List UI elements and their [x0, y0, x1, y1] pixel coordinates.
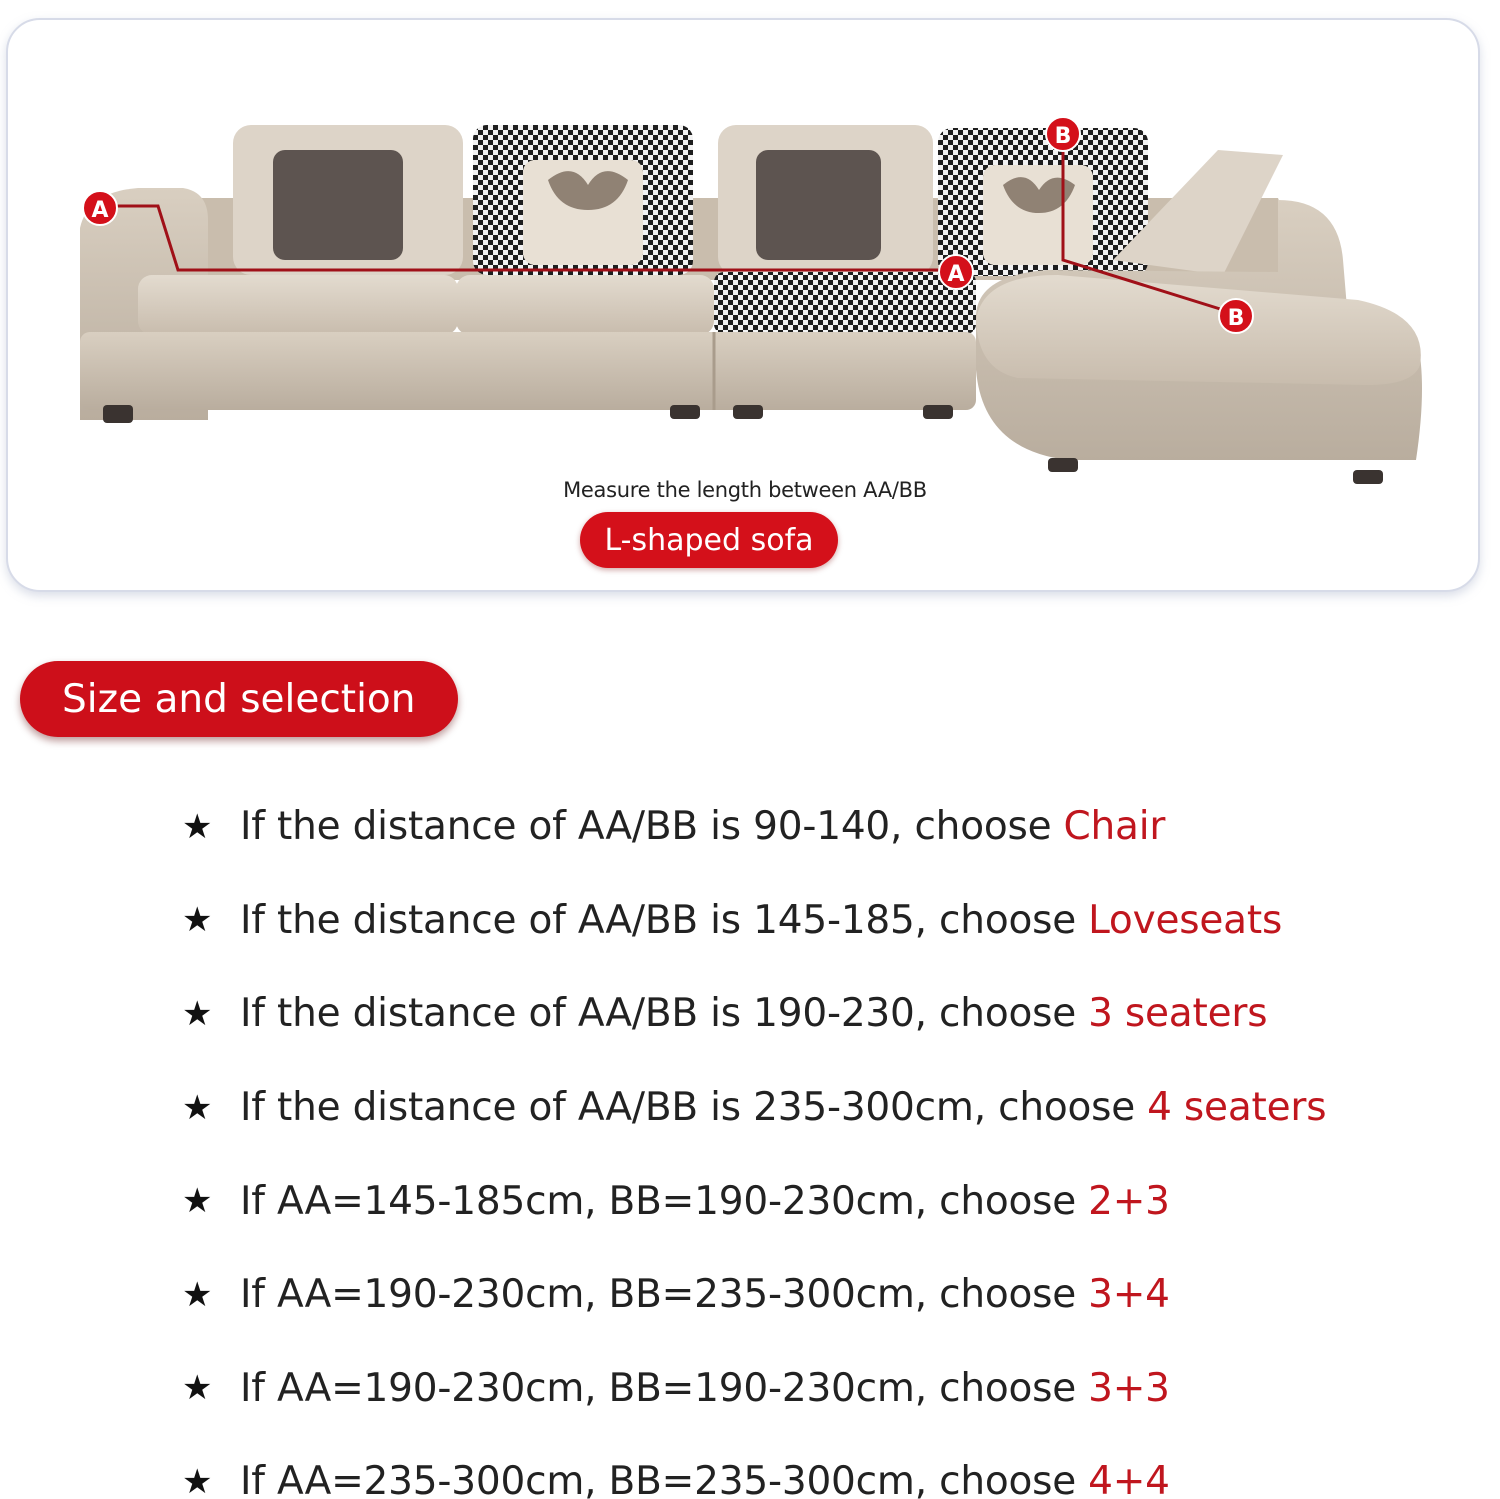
- marker-a-right: [939, 255, 973, 289]
- rule-text: If AA=235-300cm, BB=235-300cm, choose: [240, 1459, 1077, 1499]
- star-icon: ★: [182, 900, 213, 941]
- rule-choice: 2+3: [1088, 1178, 1170, 1224]
- star-icon: ★: [182, 1368, 213, 1409]
- rule-text: If the distance of AA/BB is 235-300cm, choose: [240, 1085, 1136, 1131]
- star-icon: ★: [182, 806, 213, 847]
- size-rule: [182, 1342, 1482, 1436]
- marker-a-left: [83, 191, 117, 225]
- size-rule: [182, 967, 1482, 1061]
- chaise-cushion: [976, 275, 1421, 385]
- butterfly-pillow: [983, 165, 1093, 265]
- butterfly-pillow: [523, 160, 643, 265]
- rule-choice: 4 seaters: [1147, 1085, 1327, 1131]
- svg-text:A: A: [91, 198, 109, 223]
- l-shaped-sofa-image: [8, 20, 1480, 592]
- rule-choice: 3 seaters: [1088, 991, 1268, 1037]
- seat-cushion: [456, 275, 714, 335]
- star-icon: ★: [182, 1461, 213, 1499]
- rule-choice: 4+4: [1088, 1459, 1170, 1499]
- rule-choice: 3+4: [1088, 1272, 1170, 1318]
- sofa-illustration-card: [6, 18, 1480, 592]
- sofa-base: [80, 332, 976, 410]
- star-icon: ★: [182, 1181, 213, 1222]
- size-rule: [182, 1435, 1482, 1499]
- svg-text:A: A: [947, 262, 965, 287]
- rule-text: If AA=145-185cm, BB=190-230cm, choose: [240, 1178, 1077, 1224]
- houndstooth-seat-cushion: [714, 272, 976, 334]
- rule-text: If AA=190-230cm, BB=235-300cm, choose: [240, 1272, 1077, 1318]
- svg-text:B: B: [1227, 306, 1245, 331]
- size-rules-list: [182, 780, 1482, 1499]
- star-icon: ★: [182, 993, 213, 1034]
- measure-caption: Measure the length between AA/BB: [563, 478, 927, 502]
- dark-pillow: [273, 150, 403, 260]
- size-rule: [182, 1248, 1482, 1342]
- rule-text: If AA=190-230cm, BB=190-230cm, choose: [240, 1365, 1077, 1411]
- size-rule: [182, 1061, 1482, 1155]
- marker-b-right: [1219, 299, 1253, 333]
- rule-text: If the distance of AA/BB is 90-140, choose: [240, 804, 1052, 850]
- seat-cushion: [138, 275, 458, 335]
- size-rule: [182, 780, 1482, 874]
- size-rule: [182, 874, 1482, 968]
- rule-text: If the distance of AA/BB is 145-185, choose: [240, 897, 1077, 943]
- size-and-selection-heading: Size and selection: [20, 661, 458, 737]
- star-icon: ★: [182, 1087, 213, 1128]
- svg-text:B: B: [1054, 124, 1072, 149]
- marker-b-top: [1046, 117, 1080, 151]
- rule-choice: Loveseats: [1088, 897, 1283, 943]
- rule-choice: 3+3: [1088, 1365, 1170, 1411]
- star-icon: ★: [182, 1274, 213, 1315]
- rule-choice: Chair: [1063, 804, 1166, 850]
- l-shaped-sofa-badge: L-shaped sofa: [580, 512, 838, 568]
- size-rule: [182, 1154, 1482, 1248]
- rule-text: If the distance of AA/BB is 190-230, choose: [240, 991, 1077, 1037]
- dark-pillow: [756, 150, 881, 260]
